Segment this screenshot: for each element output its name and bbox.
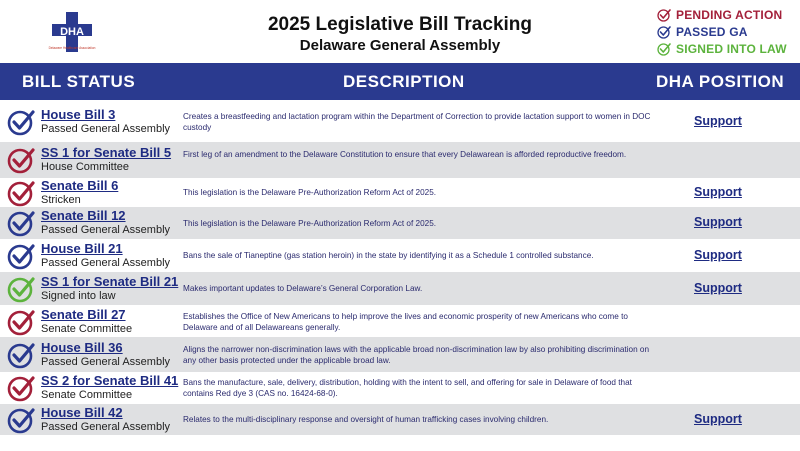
bill-description: This legislation is the Delaware Pre-Authorization Reform Act of 2025. xyxy=(183,218,437,228)
bill-description: Bans the sale of Tianeptine (gas station heroin) in the state by identifying it as a Schedule 1 controlled substance. xyxy=(183,251,594,260)
check-circle-icon xyxy=(7,308,35,336)
table-row xyxy=(0,142,800,178)
bill-name-link[interactable]: House Bill 3 xyxy=(41,107,116,122)
column-description: DESCRIPTION xyxy=(343,72,465,91)
bill-name-link[interactable]: Senate Bill 12 xyxy=(41,208,126,223)
bill-description: This legislation is the Delaware Pre-Authorization Reform Act of 2025. xyxy=(183,188,437,197)
table-row xyxy=(0,179,800,206)
bill-description: First leg of an amendment to the Delaware Constitution to ensure that every Delawarean is afforded reproductive freedom. xyxy=(183,150,627,159)
legend-item xyxy=(657,23,787,40)
bill-name-link[interactable]: House Bill 21 xyxy=(41,240,123,256)
status-check-icon xyxy=(7,341,35,369)
table-row xyxy=(0,337,800,372)
status-check-icon xyxy=(7,108,35,136)
table-row xyxy=(0,272,800,305)
bill-status: Passed General Assembly xyxy=(41,224,171,236)
dha-position-link[interactable]: Support xyxy=(694,280,742,295)
check-circle-icon xyxy=(7,179,35,207)
dha-position-link[interactable]: Support xyxy=(694,184,742,199)
legend-item xyxy=(657,40,787,57)
legend-item xyxy=(657,6,787,23)
bill-status: Signed into law xyxy=(41,289,116,302)
bill-name-link[interactable]: Senate Bill 27 xyxy=(41,306,126,322)
check-circle-icon xyxy=(7,406,35,434)
table-row xyxy=(0,207,800,239)
dha-position-link[interactable]: Support xyxy=(694,215,742,229)
bill-status: House Committee xyxy=(41,161,130,173)
logo-subtitle: Delaware Healthcare Association xyxy=(48,46,96,50)
check-circle-icon xyxy=(7,242,35,270)
bill-status: Stricken xyxy=(41,193,81,206)
bill-status: Passed General Assembly xyxy=(41,123,171,135)
legend xyxy=(657,6,787,57)
table-row xyxy=(0,372,800,404)
check-circle-icon xyxy=(7,108,35,136)
bill-description: Creates a breastfeeding and lactation program within the Department of Correction to provide lactation support to women in DOC custody xyxy=(183,112,651,132)
header xyxy=(0,0,800,62)
status-check-icon xyxy=(7,242,35,270)
status-check-icon xyxy=(7,146,35,174)
dha-position-link[interactable]: Support xyxy=(694,247,742,262)
bill-name-link[interactable]: SS 1 for Senate Bill 5 xyxy=(41,145,172,160)
bill-name-link[interactable]: House Bill 36 xyxy=(41,339,123,355)
status-check-icon xyxy=(7,209,35,237)
dha-position-link[interactable]: Support xyxy=(694,114,742,128)
bill-status: Passed General Assembly xyxy=(41,420,171,433)
column-bill-status: BILL STATUS xyxy=(22,72,136,91)
legend-label: PASSED GA xyxy=(676,24,748,39)
bill-description: Aligns the narrower non-discrimination laws with the applicable broad non-discrimination law by also prohibiting discrimination on any other basis protected under the applicable broad law. xyxy=(183,344,650,365)
table-row xyxy=(0,404,800,435)
legend-label: PENDING ACTION xyxy=(676,7,783,22)
bill-status: Senate Committee xyxy=(41,389,133,401)
column-header xyxy=(0,63,800,100)
check-circle-icon xyxy=(657,25,671,39)
bill-name-link[interactable]: SS 1 for Senate Bill 21 xyxy=(41,273,179,289)
table-row xyxy=(0,240,800,271)
bill-status: Passed General Assembly xyxy=(41,355,171,368)
table-row xyxy=(0,306,800,337)
table-row xyxy=(0,104,800,140)
bill-name-link[interactable]: Senate Bill 6 xyxy=(41,177,119,193)
bill-description: Makes important updates to Delaware’s General Corporation Law. xyxy=(183,284,423,293)
check-circle-icon xyxy=(657,8,671,22)
dha-position-link[interactable]: Support xyxy=(694,411,742,426)
bill-status: Senate Committee xyxy=(41,322,133,335)
bill-description: Bans the manufacture, sale, delivery, distribution, holding with the intent to sell, and offering for sale in Delaware of food that contains Red dye 3 (CAS no. 16424-68-0). xyxy=(183,378,632,398)
status-check-icon xyxy=(7,374,35,402)
status-check-icon xyxy=(7,179,35,207)
status-check-icon xyxy=(7,308,35,336)
logo-text: DHA xyxy=(60,26,84,38)
legend-label: SIGNED INTO LAW xyxy=(676,41,787,56)
bill-name-link[interactable]: SS 2 for Senate Bill 41 xyxy=(41,373,179,388)
bill-description: Relates to the multi-disciplinary response and oversight of human trafficking cases involving children. xyxy=(183,415,549,424)
bill-status: Passed General Assembly xyxy=(41,256,171,269)
check-circle-icon xyxy=(7,146,35,174)
column-dha-position: DHA POSITION xyxy=(656,72,785,91)
status-check-icon xyxy=(7,406,35,434)
check-circle-icon xyxy=(7,275,35,303)
page-title: 2025 Legislative Bill Tracking xyxy=(267,14,532,35)
page-subtitle: Delaware General Assembly xyxy=(299,37,501,54)
check-circle-icon xyxy=(7,341,35,369)
check-circle-icon xyxy=(7,209,35,237)
check-circle-icon xyxy=(657,42,671,56)
bill-description: Establishes the Office of New Americans to help improve the lives and economic prosperity of new Americans who come to Delaware and of all Delawareans generally. xyxy=(183,311,628,332)
bill-name-link[interactable]: House Bill 42 xyxy=(41,404,123,420)
check-circle-icon xyxy=(7,374,35,402)
status-check-icon xyxy=(7,275,35,303)
